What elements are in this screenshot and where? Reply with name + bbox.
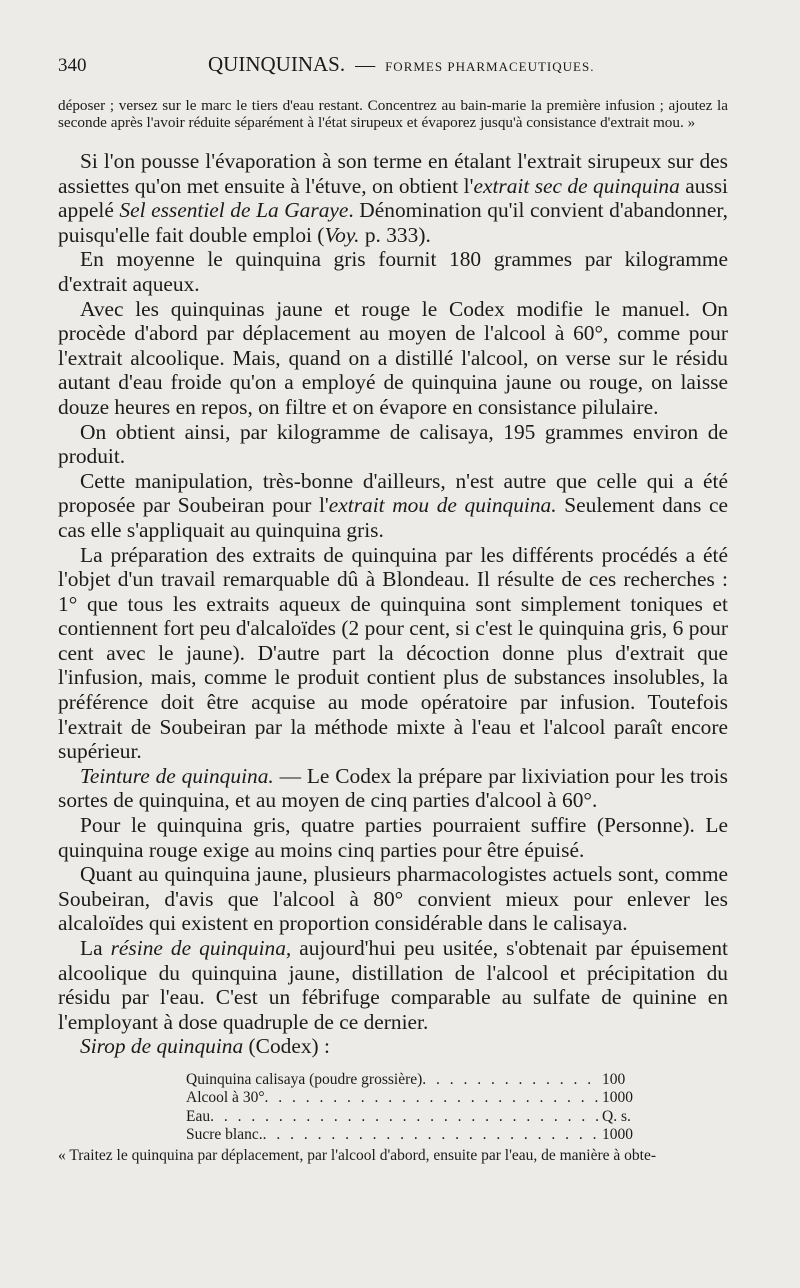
paragraph-calisaya: On obtient ainsi, par kilogramme de calisaya, 195 grammes environ de produit. — [58, 419, 728, 469]
paragraph-resine — [58, 936, 728, 1034]
text-run: Si l'on pousse l'évaporation à son terme en étalant l'extrait sirupeux sur des assiettes qu'on met ensuite à l'étuve, on obtient l' — [58, 149, 728, 198]
header-title: QUINQUINAS. — [208, 52, 346, 76]
italic-term: Voy. — [324, 222, 360, 247]
paragraph-quinquina-jaune: Quant au quinquina jaune, plusieurs pharmacologistes actuels sont, comme Soubeiran, d'avis que l'alcool à 80° convient mieux pour enlever les alcaloïdes qui existent en proportion considérable dans le calisaya. — [58, 862, 728, 936]
recipe-row — [186, 1071, 656, 1090]
ingredient-name: Sucre blanc. — [186, 1126, 263, 1144]
ingredient-name: Eau — [186, 1107, 211, 1125]
footer-quote-line: « Traitez le quinquina par déplacement, par l'alcool d'abord, ensuite par l'eau, de manière à obte- — [58, 1146, 657, 1164]
text-run: p. 333). — [359, 222, 431, 247]
paragraph-codex: Avec les quinquinas jaune et rouge le Codex modifie le manuel. On procède d'abord par déplacement au moyen de l'alcool à 60°, comme pour l'extrait alcoolique. Mais, quand on a distillé l'alcool, on verse sur le résidu autant d'eau froide qu'on a employé de quinquina jaune ou rouge, on laisse douze heures en repos, on filtre et on évapore en consistance pilulaire. — [58, 296, 728, 419]
paragraph-blondeau: La préparation des extraits de quinquina par les différents procédés a été l'objet d'un travail remarquable dû à Blondeau. Il résulte de ces recherches : 1° que tous les extraits aqueux de quinquina sont simplement toniques et contiennent fort peu d'alcaloïdes (2 pour cent, si c'est le quinquina gris, 6 pour cent avec le jaune). D'autre part la décoction donne plus d'extrait que l'infusion, mais, comme le produit contient plus de substances insolubles, la préférence doit être acquise au mode opératoire par infusion. Toutefois l'extrait de Soubeiran par la méthode mixte à l'eau et l'alcool paraît encore supérieur. — [58, 542, 728, 764]
paragraph-rendement: En moyenne le quinquina gris fournit 180 grammes par kilogramme d'extrait aqueux. — [58, 247, 728, 296]
italic-term: résine de quinquina, — [110, 936, 292, 960]
ingredient-name: Alcool à 30° — [186, 1089, 265, 1107]
ingredient-quantity: 100 — [602, 1070, 626, 1088]
italic-term: extrait sec de quinquina — [473, 173, 680, 198]
paragraph-sirop — [58, 1034, 728, 1059]
ingredient-quantity: 1000 — [602, 1089, 633, 1107]
italic-heading: Teinture de quinquina. — [80, 763, 274, 788]
italic-term: extrait mou de quinquina. — [328, 493, 557, 518]
recipe-row — [186, 1089, 656, 1108]
leader-dots — [422, 1071, 598, 1090]
leader-dots — [263, 1126, 598, 1145]
paragraph-quinquina-gris: Pour le quinquina gris, quatre parties pourraient suffire (Personne). Le quinquina rouge exige au moins cinq parties pour être épuisé. — [58, 813, 728, 862]
text-run: La — [80, 936, 111, 960]
italic-heading: Sirop de quinquina — [80, 1034, 244, 1059]
leader-dots — [210, 1108, 598, 1127]
italic-term: Sel essentiel de La Garaye — [119, 198, 349, 223]
intro-quote: déposer ; versez sur le marc le tiers d'eau restant. Concentrez au bain-marie la première infusion ; ajoutez la seconde après l'avoir réduite séparément à l'état sirupeux et évaporez jusqu'à consistance d'extrait mou. » — [58, 97, 728, 131]
paragraph-extrait-sec — [58, 149, 728, 247]
header-dash: — — [355, 54, 376, 76]
text-run: Seulement dans ce cas elle s'appliquait au quinquina gris. — [58, 493, 728, 542]
text-run: (Codex) : — [243, 1034, 330, 1059]
running-header — [58, 52, 728, 77]
text-run: aussi appelé — [58, 173, 728, 223]
paragraph-soubeiran — [58, 469, 728, 543]
ingredient-name: Quinquina calisaya (poudre grossière) — [186, 1070, 423, 1088]
ingredient-quantity: 1000 — [602, 1126, 633, 1144]
leader-dots — [265, 1089, 598, 1108]
paragraph-teinture — [58, 764, 728, 813]
recipe-table — [186, 1071, 656, 1145]
header-subtitle: FORMES PHARMACEUTIQUES. — [385, 59, 595, 74]
recipe-row — [186, 1108, 656, 1127]
text-run: . Dénomination qu'il convient d'abandonner, puisqu'elle fait double emploi ( — [58, 198, 728, 247]
text-run: aujourd'hui peu usitée, s'obtenait par épuisement alcoolique du quinquina jaune, distillation de l'alcool et précipitation du résidu par l'eau. C'est un fébrifuge comparable au sulfate de quinine en l'employant à dose quadruple de ce dernier. — [58, 936, 728, 1034]
text-run: — Le Codex la prépare par lixiviation pour les trois sortes de quinquina, et au moyen de cinq parties d'alcool à 60°. — [58, 763, 728, 813]
page-number: 340 — [58, 55, 87, 76]
text-run: Cette manipulation, très-bonne d'ailleurs, n'est autre que celle qui a été proposée par Soubeiran pour l' — [58, 468, 728, 518]
recipe-row — [186, 1126, 656, 1145]
ingredient-quantity: Q. s. — [602, 1107, 631, 1125]
